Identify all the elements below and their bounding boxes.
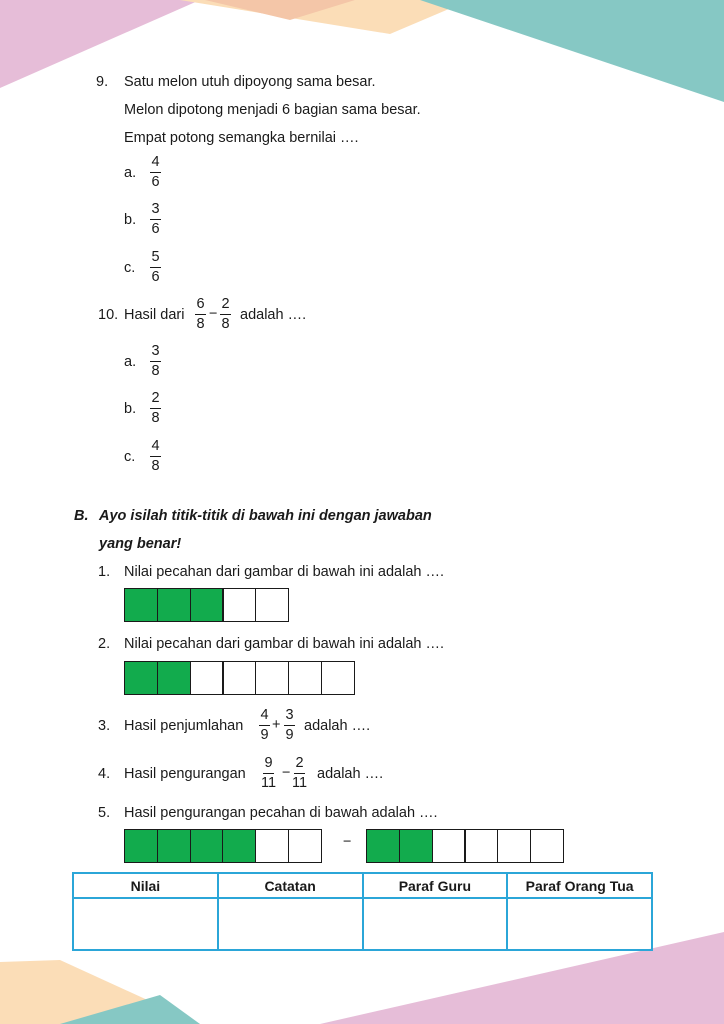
- bar-cell-filled: [190, 829, 224, 863]
- q9-number: 9.: [96, 74, 109, 90]
- bar-cell-empty: [190, 661, 224, 695]
- cell-paraf-guru[interactable]: [363, 898, 508, 950]
- b2-text: Nilai pecahan dari gambar di bawah ini adalah ….: [124, 636, 444, 652]
- bar-cell-filled: [222, 829, 256, 863]
- fraction-denominator: 9: [260, 726, 269, 743]
- b5-fraction-bar-1: [124, 829, 322, 863]
- bar-cell-filled: [124, 661, 158, 695]
- fraction-denominator: 8: [196, 315, 205, 332]
- b4-fraction-2: [292, 756, 307, 790]
- fraction-denominator: 8: [151, 409, 160, 426]
- bar-cell-empty: [432, 829, 466, 863]
- fraction-denominator: 6: [151, 220, 160, 237]
- q9-option-c-fraction: [150, 250, 161, 284]
- fraction-numerator: 4: [259, 708, 270, 726]
- b5-fraction-bar-2: [366, 829, 564, 863]
- fraction-numerator: 2: [294, 756, 305, 774]
- fraction-denominator: 6: [151, 173, 160, 190]
- b3-suffix: adalah ….: [304, 718, 371, 734]
- fraction-denominator: 8: [221, 315, 230, 332]
- fraction-denominator: 11: [292, 774, 308, 791]
- bar-cell-filled: [157, 829, 191, 863]
- fraction-denominator: 9: [285, 726, 294, 743]
- q9-line-2: Melon dipotong menjadi 6 bagian sama besar.: [124, 102, 421, 118]
- bar-cell-empty: [497, 829, 531, 863]
- fraction-numerator: 6: [195, 297, 206, 315]
- fraction-numerator: 4: [150, 155, 161, 173]
- header-catatan: Catatan: [218, 873, 363, 898]
- q9-option-a-fraction: [150, 155, 161, 189]
- fraction-numerator: 3: [284, 708, 295, 726]
- score-table: [72, 872, 653, 951]
- q10-suffix: adalah ….: [240, 307, 307, 323]
- bar-cell-filled: [124, 588, 158, 622]
- q10-operator: −: [209, 306, 218, 322]
- b5-text: Hasil pengurangan pecahan di bawah adalah ….: [124, 805, 438, 821]
- bar-cell-empty: [321, 661, 355, 695]
- section-b-title-line-1: Ayo isilah titik-titik di bawah ini dengan jawaban: [99, 508, 432, 524]
- b4-fraction-1: [261, 756, 276, 790]
- q10-option-c-label: c.: [124, 449, 136, 465]
- bar-cell-filled: [157, 661, 191, 695]
- q10-option-b-fraction: [150, 391, 161, 425]
- q9-option-a-label: a.: [124, 165, 137, 181]
- bar-cell-empty: [255, 829, 289, 863]
- bar-cell-empty: [222, 661, 256, 695]
- q10-option-a-fraction: [150, 344, 161, 378]
- bar-cell-empty: [255, 588, 289, 622]
- score-table-row: [73, 898, 652, 950]
- cell-nilai[interactable]: [73, 898, 218, 950]
- bar-cell-empty: [288, 661, 322, 695]
- b3-fraction-2: [284, 708, 295, 742]
- bar-cell-filled: [399, 829, 433, 863]
- b4-prefix: Hasil pengurangan: [124, 766, 246, 782]
- fraction-denominator: 8: [151, 457, 160, 474]
- q10-fraction-1: [195, 297, 206, 331]
- q9-option-b-fraction: [150, 202, 161, 236]
- q9-option-b-label: b.: [124, 212, 137, 228]
- section-b-letter: B.: [74, 508, 89, 524]
- q10-prefix: Hasil dari: [124, 307, 185, 323]
- section-b-title-line-2: yang benar!: [99, 536, 182, 552]
- fraction-numerator: 9: [263, 756, 274, 774]
- header-paraf-guru: Paraf Guru: [363, 873, 508, 898]
- q9-line-3: Empat potong semangka bernilai ….: [124, 130, 359, 146]
- b2-fraction-bar: [124, 661, 355, 695]
- b3-fraction-1: [259, 708, 270, 742]
- b4-number: 4.: [98, 766, 111, 782]
- fraction-numerator: 4: [150, 439, 161, 457]
- fraction-numerator: 5: [150, 250, 161, 268]
- b3-number: 3.: [98, 718, 111, 734]
- header-paraf-orang-tua: Paraf Orang Tua: [507, 873, 652, 898]
- b1-number: 1.: [98, 564, 111, 580]
- top-right-teal-shape: [420, 0, 724, 102]
- cell-paraf-orang-tua[interactable]: [507, 898, 652, 950]
- b1-fraction-bar: [124, 588, 289, 622]
- fraction-denominator: 11: [261, 774, 277, 791]
- fraction-numerator: 2: [150, 391, 161, 409]
- fraction-numerator: 3: [150, 202, 161, 220]
- cell-catatan[interactable]: [218, 898, 363, 950]
- bar-cell-empty: [288, 829, 322, 863]
- bar-cell-filled: [366, 829, 400, 863]
- b1-text: Nilai pecahan dari gambar di bawah ini adalah ….: [124, 564, 444, 580]
- q10-option-a-label: a.: [124, 354, 137, 370]
- bar-cell-empty: [222, 588, 256, 622]
- q10-number: 10.: [98, 307, 119, 323]
- fraction-denominator: 8: [151, 362, 160, 379]
- b2-number: 2.: [98, 636, 111, 652]
- header-nilai: Nilai: [73, 873, 218, 898]
- b5-operator: −: [343, 834, 352, 850]
- b4-suffix: adalah ….: [317, 766, 384, 782]
- q9-option-c-label: c.: [124, 260, 136, 276]
- bar-cell-empty: [255, 661, 289, 695]
- fraction-denominator: 6: [151, 268, 160, 285]
- q9-line-1: Satu melon utuh dipoyong sama besar.: [124, 74, 376, 90]
- b4-operator: −: [282, 765, 291, 781]
- bar-cell-empty: [464, 829, 498, 863]
- b3-operator: +: [272, 717, 281, 733]
- fraction-numerator: 2: [220, 297, 231, 315]
- bar-cell-filled: [157, 588, 191, 622]
- q10-option-c-fraction: [150, 439, 161, 473]
- b3-prefix: Hasil penjumlahan: [124, 718, 244, 734]
- bar-cell-empty: [530, 829, 564, 863]
- q10-option-b-label: b.: [124, 401, 137, 417]
- score-table-header-row: [73, 873, 652, 898]
- bar-cell-filled: [190, 588, 224, 622]
- b5-number: 5.: [98, 805, 111, 821]
- bar-cell-filled: [124, 829, 158, 863]
- fraction-numerator: 3: [150, 344, 161, 362]
- q10-fraction-2: [220, 297, 231, 331]
